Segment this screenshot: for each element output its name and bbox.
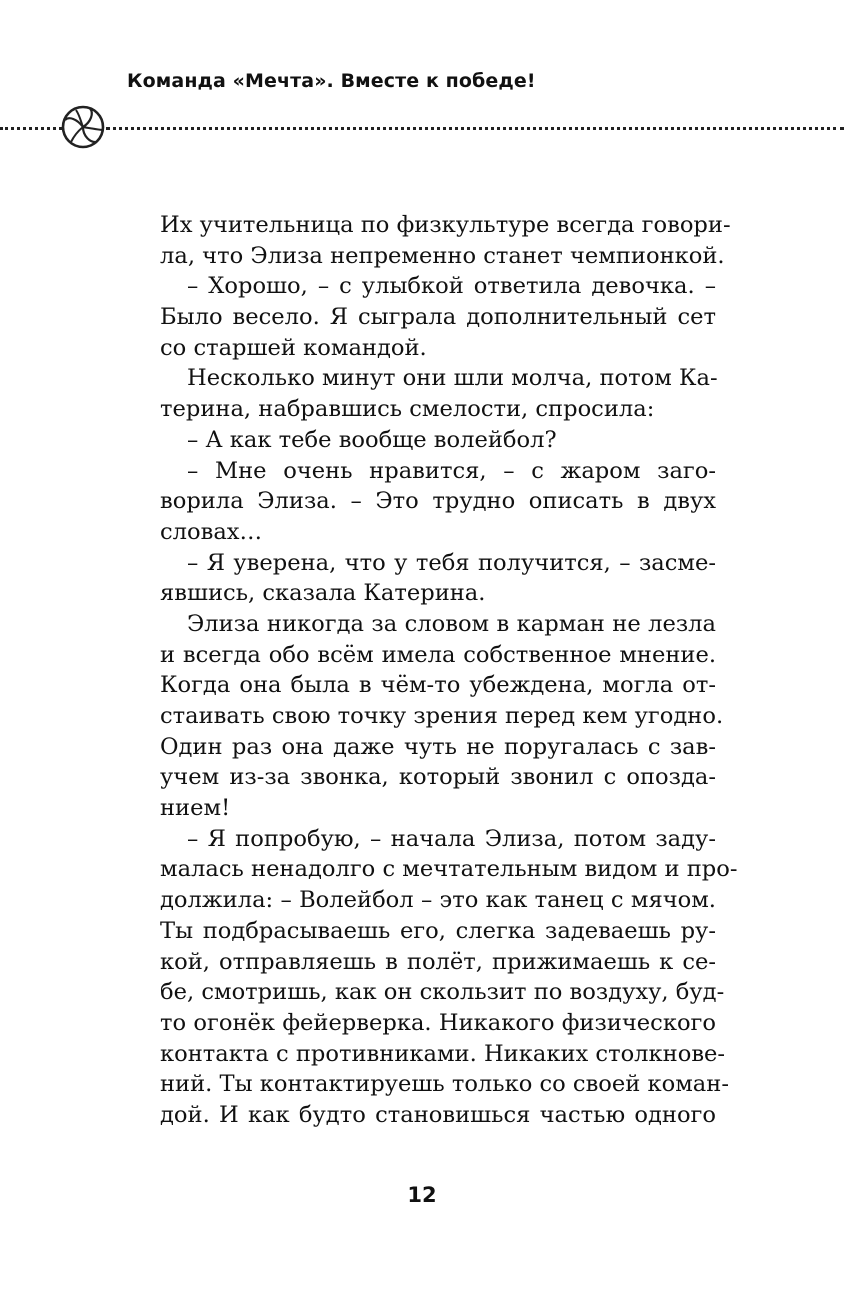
- text-line: контакта с противниками. Никаких столкнове-: [160, 1040, 726, 1067]
- text-line: кой, отправляешь в полёт, прижимаешь к се-: [160, 948, 716, 975]
- volleyball-icon: [60, 104, 106, 150]
- text-line: Ты подбрасываешь его, слегка задеваешь ру-: [160, 917, 716, 944]
- text-line: ворила Элиза. – Это трудно описать в двух: [160, 488, 716, 515]
- text-line: – А как тебе вообще волейбол?: [187, 426, 557, 453]
- text-line: бе, смотришь, как он скользит по воздуху, буд-: [160, 979, 725, 1006]
- text-line: дой. И как будто становишься частью одного: [160, 1101, 716, 1128]
- dotted-rule-right: [106, 127, 844, 130]
- text-line: нием!: [160, 795, 231, 822]
- text-line: Когда она была в чём-то убеждена, могла от-: [160, 672, 716, 699]
- text-line: малась ненадолго с мечтательным видом и про-: [160, 856, 738, 883]
- text-line: – Я уверена, что у тебя получится, – засме-: [187, 549, 716, 576]
- text-line: должила: – Волейбол – это как танец с мячом.: [160, 887, 716, 914]
- text-line: Было весело. Я сыграла дополнительный сет: [160, 304, 716, 331]
- text-line: ний. Ты контактируешь только со своей коман-: [160, 1071, 729, 1098]
- text-line: явшись, сказала Катерина.: [160, 580, 486, 607]
- text-line: – Хорошо, – с улыбкой ответила девочка. –: [187, 273, 716, 300]
- text-line: Элиза никогда за словом в карман не лезла: [187, 610, 716, 637]
- text-line: – Мне очень нравится, – с жаром заго-: [187, 457, 716, 484]
- text-line: словах…: [160, 518, 263, 545]
- text-line: терина, набравшись смелости, спросила:: [160, 396, 655, 423]
- text-line: Один раз она даже чуть не поругалась с зав-: [160, 733, 716, 760]
- running-head: Команда «Мечта». Вместе к победе!: [127, 70, 536, 92]
- dotted-rule-left: [0, 127, 62, 130]
- text-line: Их учительница по физкультуре всегда говори-: [160, 212, 731, 238]
- text-line: Несколько минут они шли молча, потом Ка-: [187, 365, 718, 392]
- text-line: стаивать свою точку зрения перед кем угодно.: [160, 703, 724, 729]
- text-line: учем из-за звонка, который звонил с опозда-: [160, 764, 716, 791]
- text-line: со старшей командой.: [160, 334, 427, 361]
- text-line: – Я попробую, – начала Элиза, потом заду-: [187, 825, 716, 852]
- text-line: и всегда обо всём имела собственное мнение.: [160, 641, 716, 668]
- page-number: 12: [407, 1183, 437, 1207]
- text-line: ла, что Элиза непременно станет чемпионкой.: [160, 242, 725, 269]
- body-text: [160, 210, 738, 1131]
- text-line: то огонёк фейерверка. Никакого физического: [160, 1009, 716, 1036]
